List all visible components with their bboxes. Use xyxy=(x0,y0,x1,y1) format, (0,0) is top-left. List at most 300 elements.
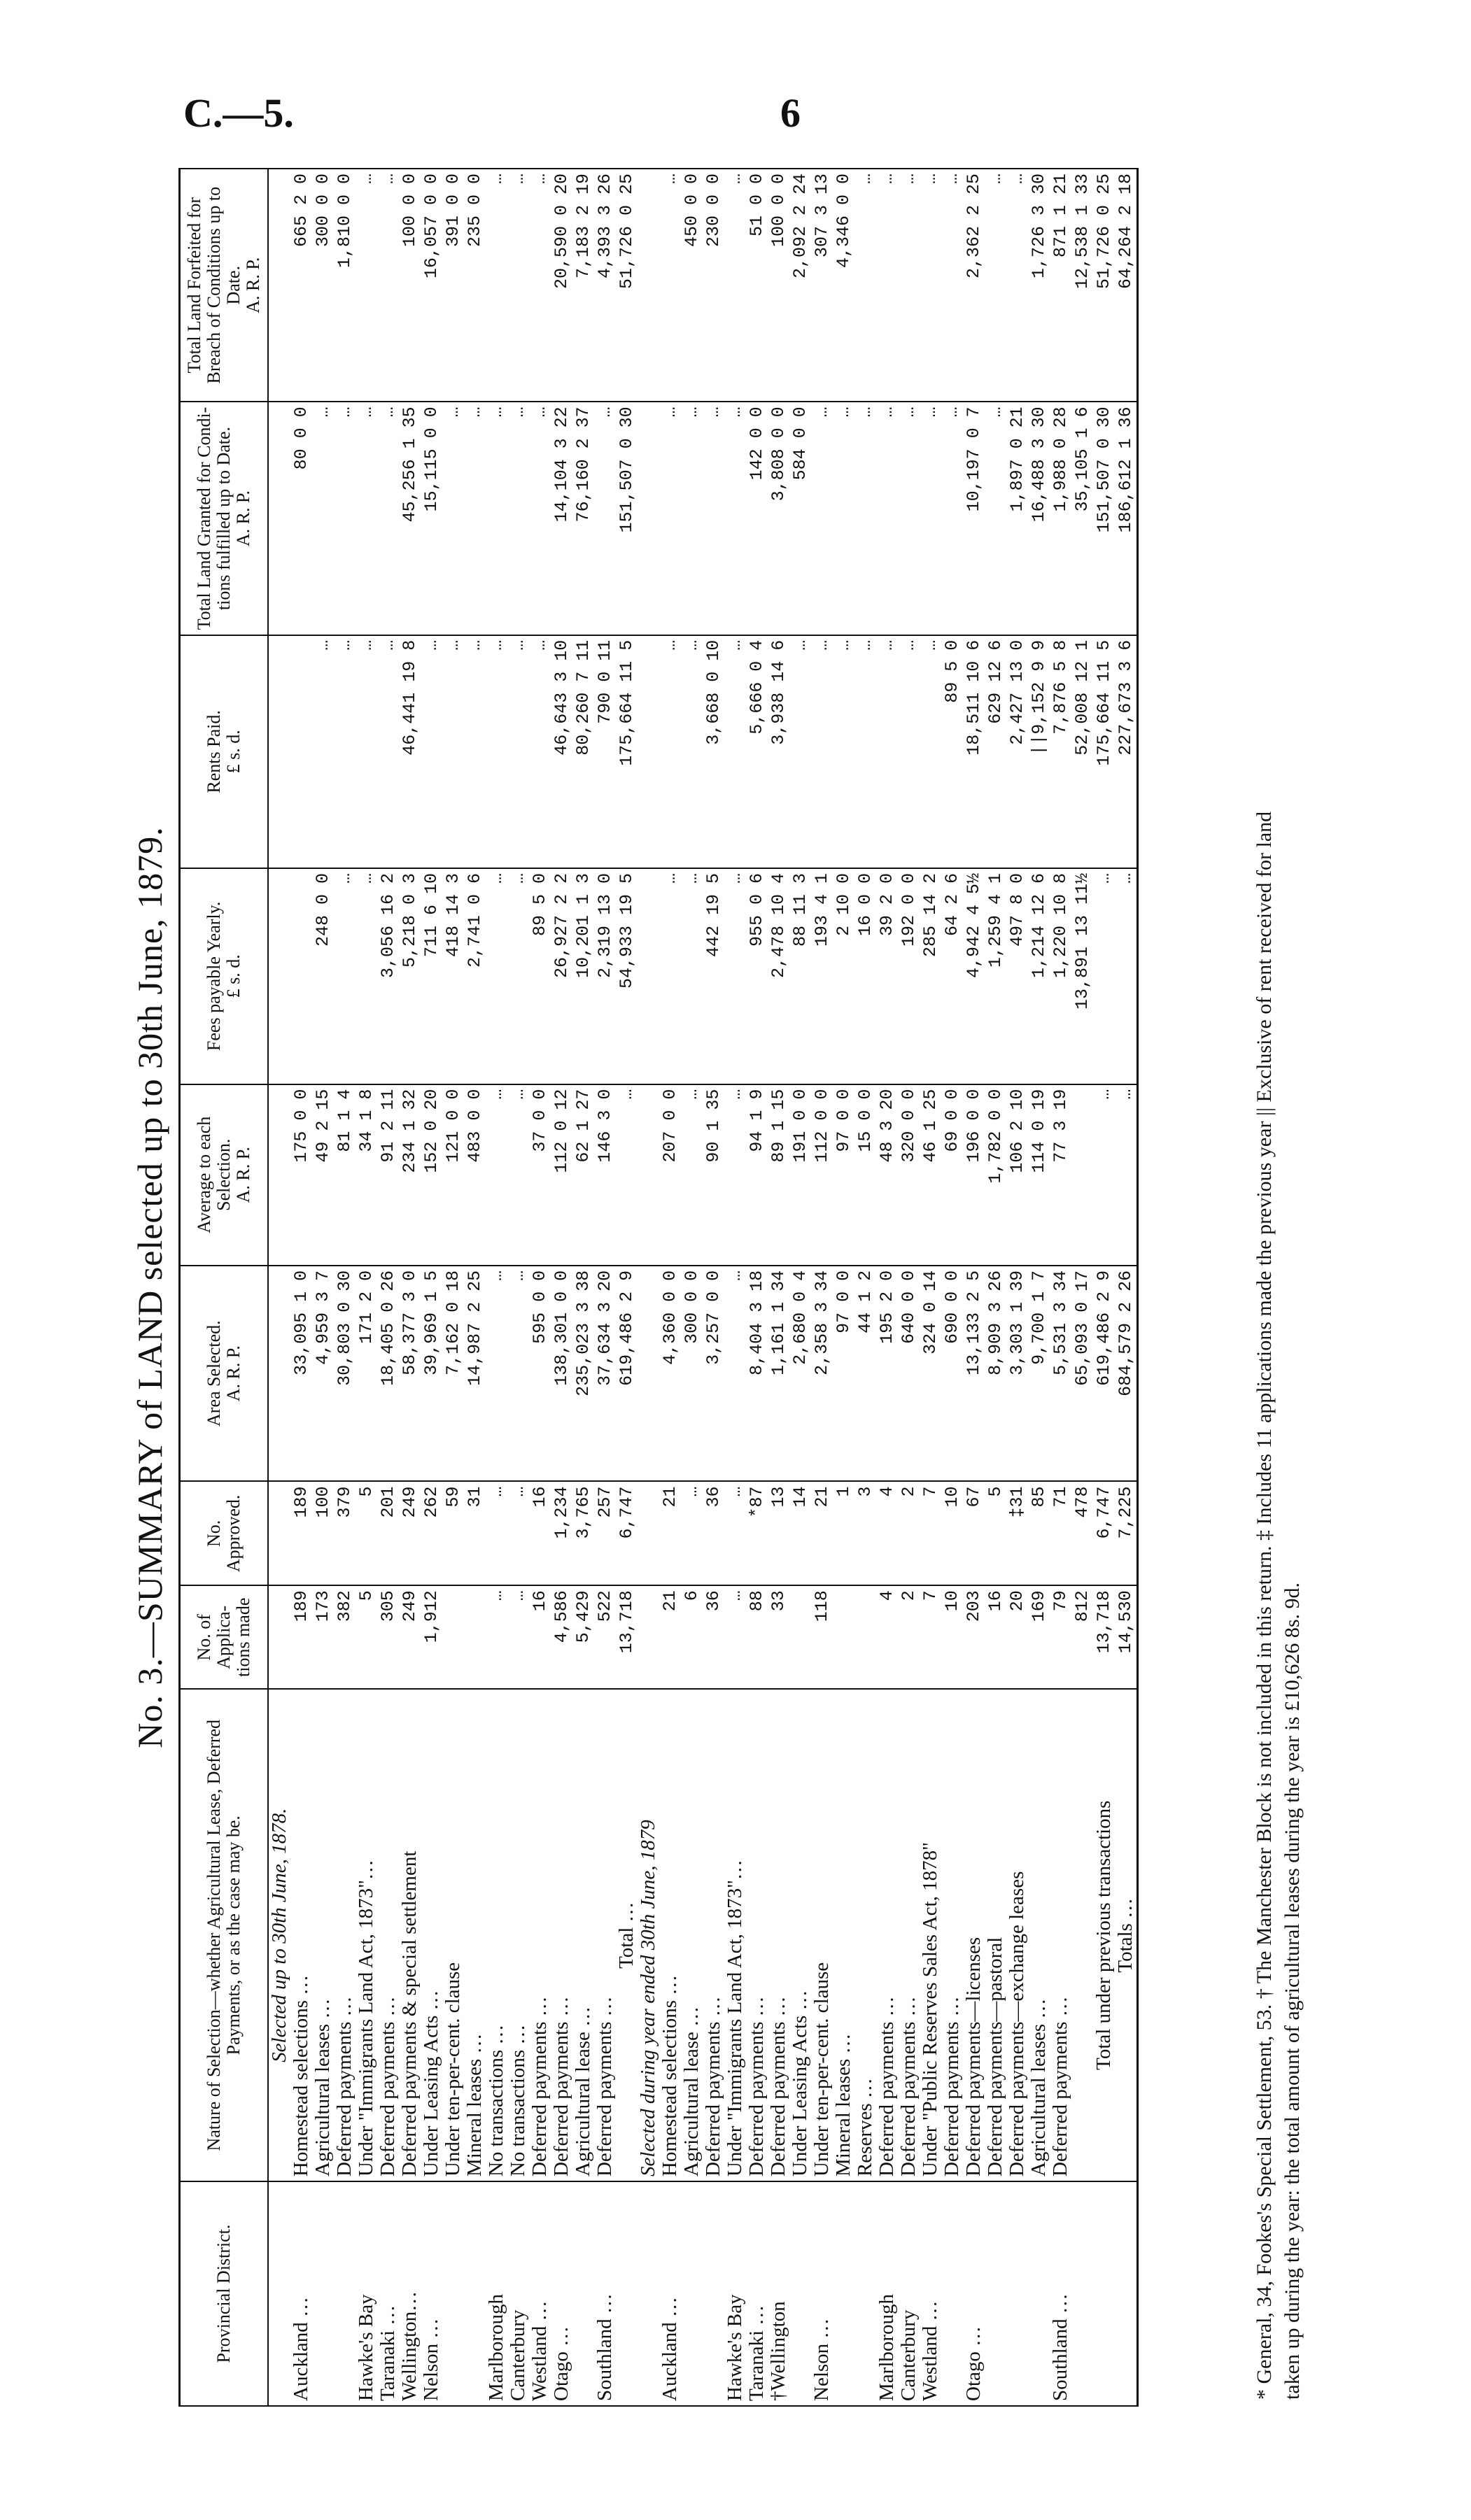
cell: 52,008 12 1 xyxy=(1071,635,1093,868)
cell-nature: Under Leasing Acts … xyxy=(789,1689,811,2181)
section2-row xyxy=(898,169,920,2406)
cell xyxy=(1093,2181,1115,2406)
cell-district: †Wellington xyxy=(768,2181,789,2406)
section2-row xyxy=(941,169,963,2406)
cell-district: Taranaki … xyxy=(746,2181,768,2406)
cell-rents: … xyxy=(464,635,486,868)
cell-granted: 1,988 0 28 xyxy=(1050,402,1071,635)
section1-row xyxy=(551,169,572,2406)
cell-district xyxy=(464,2181,486,2406)
cell-approved: 7 xyxy=(920,1481,941,1585)
cell: 6,747 xyxy=(1093,1481,1115,1585)
cell-area: 44 1 2 xyxy=(854,1266,876,1482)
cell-forfeited: 1,726 3 30 xyxy=(1028,169,1050,402)
cell-rents: 46,441 19 8 xyxy=(399,635,421,868)
cell-nature: Deferred payments—pastoral xyxy=(985,1689,1006,2181)
cell-avg: 196 0 0 xyxy=(963,1084,985,1266)
cell-area: 235,023 3 38 xyxy=(572,1266,594,1482)
section2-row xyxy=(854,169,876,2406)
cell-rents: 46,643 3 10 xyxy=(551,635,572,868)
cell-nature: Agricultural leases … xyxy=(1028,1689,1050,2181)
cell-granted: … xyxy=(724,402,746,635)
cell-forfeited: … xyxy=(985,169,1006,402)
cell-forfeited: … xyxy=(659,169,681,402)
cell-rents: 80,260 7 11 xyxy=(572,635,594,868)
section1-row xyxy=(377,169,399,2406)
cell-granted: 16,488 3 30 xyxy=(1028,402,1050,635)
section2-row xyxy=(963,169,985,2406)
cell-rents: 89 5 0 xyxy=(941,635,963,868)
cell-area: 97 0 0 xyxy=(833,1266,854,1482)
section1-heading: Selected up to 30th June, 1878. xyxy=(268,1689,290,2181)
cell-forfeited: 20,590 0 20 xyxy=(551,169,572,402)
cell-fees: 4,942 4 5½ xyxy=(963,868,985,1084)
section1-total-row xyxy=(616,169,638,2406)
cell-fees xyxy=(290,868,312,1084)
cell-rents: … xyxy=(854,635,876,868)
cell-forfeited: 100 0 0 xyxy=(399,169,421,402)
cell-rents: … xyxy=(898,635,920,868)
cell-apps: 118 xyxy=(811,1585,833,1689)
cell-granted: … xyxy=(356,402,377,635)
cell-avg: 89 1 15 xyxy=(768,1084,789,1266)
cell-apps: 36 xyxy=(703,1585,724,1689)
cell-rents: 790 0 11 xyxy=(594,635,616,868)
section2-row xyxy=(1050,169,1071,2406)
cell-area: … xyxy=(724,1266,746,1482)
cell-forfeited: 665 2 0 xyxy=(290,169,312,402)
cell-area: 138,301 0 0 xyxy=(551,1266,572,1482)
cell-approved: 1,234 xyxy=(551,1481,572,1585)
cell-granted: 142 0 0 xyxy=(746,402,768,635)
cell-apps: 6 xyxy=(681,1585,703,1689)
cell: 12,538 1 33 xyxy=(1071,169,1093,402)
cell-rents: … xyxy=(920,635,941,868)
cell-district: Westland … xyxy=(529,2181,551,2406)
cell-area: 195 2 0 xyxy=(876,1266,898,1482)
cell-avg: 62 1 27 xyxy=(572,1084,594,1266)
cell-granted: … xyxy=(659,402,681,635)
section1-row xyxy=(464,169,486,2406)
cell-nature: Deferred payments … xyxy=(334,1689,356,2181)
cell-nature: Deferred payments—exchange leases xyxy=(1006,1689,1028,2181)
cell-fees: 2,478 10 4 xyxy=(768,868,789,1084)
section2-heading-row xyxy=(638,169,659,2406)
cell-fees: … xyxy=(356,868,377,1084)
cell-granted: … xyxy=(529,402,551,635)
cell-avg: 146 3 0 xyxy=(594,1084,616,1266)
cell-approved: 257 xyxy=(594,1481,616,1585)
cell-avg: 152 0 20 xyxy=(421,1084,442,1266)
cell-nature: No transactions … xyxy=(486,1689,507,2181)
cell-granted: … xyxy=(811,402,833,635)
cell-fees: 497 8 0 xyxy=(1006,868,1028,1084)
cell-rents: … xyxy=(356,635,377,868)
cell: 51,726 0 25 xyxy=(616,169,638,402)
cell-avg: 1,782 0 0 xyxy=(985,1084,1006,1266)
cell-apps: 88 xyxy=(746,1585,768,1689)
cell-district: Marlborough xyxy=(876,2181,898,2406)
cell-granted: 3,808 0 0 xyxy=(768,402,789,635)
cell-apps: 2 xyxy=(898,1585,920,1689)
cell-fees: … xyxy=(334,868,356,1084)
section2-row xyxy=(1006,169,1028,2406)
cell: 684,579 2 26 xyxy=(1115,1266,1138,1482)
cell-approved: 59 xyxy=(442,1481,464,1585)
cell-apps: 21 xyxy=(659,1585,681,1689)
cell-area: 4,959 3 7 xyxy=(312,1266,334,1482)
cell-area: 58,377 3 0 xyxy=(399,1266,421,1482)
cell-nature: Agricultural lease … xyxy=(681,1689,703,2181)
cell-granted: … xyxy=(507,402,529,635)
cell: 35,105 1 6 xyxy=(1071,402,1093,635)
cell-avg: 46 1 25 xyxy=(920,1084,941,1266)
cell-area: 5,531 3 34 xyxy=(1050,1266,1071,1482)
section1-row xyxy=(312,169,334,2406)
cell-area: 37,634 3 20 xyxy=(594,1266,616,1482)
cell-rents: … xyxy=(421,635,442,868)
section1-row xyxy=(290,169,312,2406)
cell-fees: 5,218 0 3 xyxy=(399,868,421,1084)
cell-approved: 67 xyxy=(963,1481,985,1585)
cell-approved: 1 xyxy=(833,1481,854,1585)
cell: … xyxy=(616,1084,638,1266)
cell: Total … xyxy=(616,1689,638,2181)
cell-granted: 10,197 0 7 xyxy=(963,402,985,635)
section2-row xyxy=(768,169,789,2406)
cell-nature: Reserves … xyxy=(854,1689,876,2181)
cell-district: Wellington… xyxy=(399,2181,421,2406)
cell-forfeited: … xyxy=(898,169,920,402)
cell-apps xyxy=(442,1585,464,1689)
cell xyxy=(638,1266,659,1482)
cell-district: Marlborough xyxy=(486,2181,507,2406)
col-area: Area Selected. A. R. P. xyxy=(180,1266,269,1482)
cell-granted: … xyxy=(941,402,963,635)
cell-fees: 39 2 0 xyxy=(876,868,898,1084)
cell-district xyxy=(1006,2181,1028,2406)
cell-nature: Under "Immigrants Land Act, 1873"… xyxy=(356,1689,377,2181)
cell-apps: … xyxy=(507,1585,529,1689)
cell-granted: … xyxy=(898,402,920,635)
section2-row xyxy=(833,169,854,2406)
cell: 13,891 13 11½ xyxy=(1071,868,1093,1084)
cell-district xyxy=(941,2181,963,2406)
cell-apps: 16 xyxy=(985,1585,1006,1689)
cell-granted: … xyxy=(681,402,703,635)
cell-apps: 522 xyxy=(594,1585,616,1689)
cell-fees: 192 0 0 xyxy=(898,868,920,1084)
cell-nature: No transactions … xyxy=(507,1689,529,2181)
cell: 619,486 2 9 xyxy=(1093,1266,1115,1482)
cell-forfeited: … xyxy=(920,169,941,402)
cell-rents: … xyxy=(486,635,507,868)
cell-nature: Deferred payments … xyxy=(594,1689,616,2181)
cell xyxy=(1115,2181,1138,2406)
cell-area: 595 0 0 xyxy=(529,1266,551,1482)
cell-forfeited: 307 3 13 xyxy=(811,169,833,402)
cell-rents: … xyxy=(507,635,529,868)
section2-row xyxy=(811,169,833,2406)
cell: 65,093 0 17 xyxy=(1071,1266,1093,1482)
cell-area: 14,987 2 25 xyxy=(464,1266,486,1482)
cell-apps: 169 xyxy=(1028,1585,1050,1689)
cell-district: Otago … xyxy=(551,2181,572,2406)
cell-apps: 7 xyxy=(920,1585,941,1689)
cell: … xyxy=(1115,1084,1138,1266)
section2-row xyxy=(985,169,1006,2406)
cell-approved: 249 xyxy=(399,1481,421,1585)
cell-nature: Deferred payments … xyxy=(898,1689,920,2181)
cell-apps: 5,429 xyxy=(572,1585,594,1689)
cell-forfeited: 4,393 3 26 xyxy=(594,169,616,402)
cell: 175,664 11 5 xyxy=(616,635,638,868)
cell-nature: Deferred payments … xyxy=(876,1689,898,2181)
cell-approved: 14 xyxy=(789,1481,811,1585)
cell: Selected during year ended 30th June, 1879 xyxy=(638,1689,659,2181)
cell-approved: 189 xyxy=(290,1481,312,1585)
cell-rents: … xyxy=(312,635,334,868)
cell-approved: … xyxy=(507,1481,529,1585)
cell-forfeited: … xyxy=(1006,169,1028,402)
cell-fees: 418 14 3 xyxy=(442,868,464,1084)
cell-fees: 711 6 10 xyxy=(421,868,442,1084)
cell-area: 3,257 0 0 xyxy=(703,1266,724,1482)
cell-forfeited: … xyxy=(529,169,551,402)
section2-row xyxy=(659,169,681,2406)
cell-nature: Under Leasing Acts … xyxy=(421,1689,442,2181)
cell-district: Nelson … xyxy=(421,2181,442,2406)
cell-area: 30,803 0 30 xyxy=(334,1266,356,1482)
cell-forfeited: … xyxy=(941,169,963,402)
cell-district xyxy=(985,2181,1006,2406)
cell-area: … xyxy=(507,1266,529,1482)
cell xyxy=(1071,1689,1093,2181)
cell-rents: … xyxy=(681,635,703,868)
cell-forfeited: 100 0 0 xyxy=(768,169,789,402)
section1-row xyxy=(356,169,377,2406)
cell-avg: 121 0 0 xyxy=(442,1084,464,1266)
totals-row xyxy=(1115,169,1138,2406)
cell-fees: … xyxy=(724,868,746,1084)
cell-granted: … xyxy=(486,402,507,635)
cell-avg: 94 1 9 xyxy=(746,1084,768,1266)
cell-avg: 207 0 0 xyxy=(659,1084,681,1266)
cell-nature: Under ten-per-cent. clause xyxy=(442,1689,464,2181)
cell-apps xyxy=(789,1585,811,1689)
cell-apps: 4,586 xyxy=(551,1585,572,1689)
cell xyxy=(616,2181,638,2406)
cell-fees: … xyxy=(486,868,507,1084)
cell-rents: ||9,152 9 9 xyxy=(1028,635,1050,868)
cell-fees: 285 14 2 xyxy=(920,868,941,1084)
cell-avg: 234 1 32 xyxy=(399,1084,421,1266)
col-granted: Total Land Granted for Condi-tions fulfilled up to Date. A. R. P. xyxy=(180,402,269,635)
cell-rents xyxy=(290,635,312,868)
cell-nature: Deferred payments … xyxy=(551,1689,572,2181)
cell-nature: Homestead selections … xyxy=(659,1689,681,2181)
cell-rents: 3,668 0 10 xyxy=(703,635,724,868)
cell-area: 13,133 2 5 xyxy=(963,1266,985,1482)
cell-district: Westland … xyxy=(920,2181,941,2406)
cell-apps xyxy=(833,1585,854,1689)
cell-district xyxy=(703,2181,724,2406)
cell-nature: Deferred payments … xyxy=(941,1689,963,2181)
section2-row xyxy=(724,169,746,2406)
cell-forfeited: … xyxy=(507,169,529,402)
cell-forfeited: 4,346 0 0 xyxy=(833,169,854,402)
cell-avg: 320 0 0 xyxy=(898,1084,920,1266)
cell xyxy=(1071,2181,1093,2406)
cell-fees: 26,927 2 2 xyxy=(551,868,572,1084)
cell-apps: 79 xyxy=(1050,1585,1071,1689)
cell-district: Hawke's Bay xyxy=(724,2181,746,2406)
section1-row xyxy=(442,169,464,2406)
cell-avg: 114 0 19 xyxy=(1028,1084,1050,1266)
section2-row xyxy=(876,169,898,2406)
cell: … xyxy=(1093,868,1115,1084)
col-applications: No. of Applica-tions made xyxy=(180,1585,269,1689)
cell-forfeited: … xyxy=(854,169,876,402)
cell-approved: 21 xyxy=(659,1481,681,1585)
cell-approved: 13 xyxy=(768,1481,789,1585)
cell-granted: … xyxy=(985,402,1006,635)
cell-apps: 20 xyxy=(1006,1585,1028,1689)
cell-apps: … xyxy=(724,1585,746,1689)
table-body xyxy=(268,169,1138,2406)
cell-forfeited: … xyxy=(486,169,507,402)
cell-forfeited: 2,362 2 25 xyxy=(963,169,985,402)
cell-approved: ‡31 xyxy=(1006,1481,1028,1585)
footnote-2: taken up during the year: the total amount of agricultural leases during the year is £10,626 8s. 9d. xyxy=(1281,1582,1304,2400)
cell-forfeited: 450 0 0 xyxy=(681,169,703,402)
cell-avg: … xyxy=(681,1084,703,1266)
cell-avg: 106 2 10 xyxy=(1006,1084,1028,1266)
cell: 14,530 xyxy=(1115,1585,1138,1689)
cell-avg: 112 0 0 xyxy=(811,1084,833,1266)
cell-fees: 64 2 6 xyxy=(941,868,963,1084)
cell-approved: 31 xyxy=(464,1481,486,1585)
col-average: Average to each Selection. A. R. P. xyxy=(180,1084,269,1266)
previous-row-1 xyxy=(1071,169,1093,2406)
cell-fees: 16 0 0 xyxy=(854,868,876,1084)
cell-district: Canterbury xyxy=(898,2181,920,2406)
cell-avg: … xyxy=(486,1084,507,1266)
cell-district xyxy=(312,2181,334,2406)
cell xyxy=(638,635,659,868)
col-fees: Fees payable Yearly. £ s. d. xyxy=(180,868,269,1084)
cell-granted: … xyxy=(442,402,464,635)
cell-district: Nelson … xyxy=(811,2181,833,2406)
cell-area: 3,303 1 39 xyxy=(1006,1266,1028,1482)
table-title: No. 3.—SUMMARY of LAND selected up to 30th June, 1879. xyxy=(130,826,169,1748)
previous-row-2 xyxy=(1093,169,1115,2406)
cell-district xyxy=(681,2181,703,2406)
cell-area: 39,969 1 5 xyxy=(421,1266,442,1482)
page-code: C.—5. xyxy=(183,90,294,136)
cell-approved: 4 xyxy=(876,1481,898,1585)
cell-rents: 5,666 0 4 xyxy=(746,635,768,868)
cell-apps: 10 xyxy=(941,1585,963,1689)
cell-avg: 37 0 0 xyxy=(529,1084,551,1266)
cell-avg: … xyxy=(507,1084,529,1266)
cell-approved: 2 xyxy=(898,1481,920,1585)
cell-nature: Deferred payments … xyxy=(1050,1689,1071,2181)
cell-granted: 1,897 0 21 xyxy=(1006,402,1028,635)
cell-fees: 88 11 3 xyxy=(789,868,811,1084)
cell-granted: 14,104 3 22 xyxy=(551,402,572,635)
cell-nature: Deferred payments … xyxy=(703,1689,724,2181)
cell-apps: 305 xyxy=(377,1585,399,1689)
cell-forfeited: … xyxy=(356,169,377,402)
cell xyxy=(1071,1084,1093,1266)
cell-avg: 91 2 11 xyxy=(377,1084,399,1266)
cell-area: 7,162 0 18 xyxy=(442,1266,464,1482)
cell-nature: Deferred payments—licenses xyxy=(963,1689,985,2181)
cell xyxy=(638,169,659,402)
cell-forfeited: … xyxy=(876,169,898,402)
cell-fees: 10,201 1 3 xyxy=(572,868,594,1084)
cell-granted: … xyxy=(312,402,334,635)
cell-fees: 3,056 16 2 xyxy=(377,868,399,1084)
cell-forfeited: 1,810 0 0 xyxy=(334,169,356,402)
cell-forfeited: 235 0 0 xyxy=(464,169,486,402)
section1-row xyxy=(594,169,616,2406)
cell-apps xyxy=(854,1585,876,1689)
cell-avg: 15 0 0 xyxy=(854,1084,876,1266)
cell: … xyxy=(1115,868,1138,1084)
cell-area: 8,404 3 18 xyxy=(746,1266,768,1482)
cell-apps: 5 xyxy=(356,1585,377,1689)
cell-avg: 34 1 8 xyxy=(356,1084,377,1266)
cell-nature: Deferred payments … xyxy=(746,1689,768,2181)
cell-apps: … xyxy=(486,1585,507,1689)
cell-nature: Deferred payments & special settlement xyxy=(399,1689,421,2181)
cell-rents: … xyxy=(811,635,833,868)
cell-district xyxy=(1028,2181,1050,2406)
cell-avg: 81 1 4 xyxy=(334,1084,356,1266)
cell-district: Southland … xyxy=(594,2181,616,2406)
cell-fees: 89 5 0 xyxy=(529,868,551,1084)
cell: 6,747 xyxy=(616,1481,638,1585)
cell-district: Taranaki … xyxy=(377,2181,399,2406)
section2-row xyxy=(789,169,811,2406)
cell-nature: Deferred payments … xyxy=(768,1689,789,2181)
cell-approved: … xyxy=(724,1481,746,1585)
cell-area: 2,680 0 4 xyxy=(789,1266,811,1482)
cell-forfeited: 51 0 0 xyxy=(746,169,768,402)
cell-fees: 2,319 13 0 xyxy=(594,868,616,1084)
footnote-1: * General, 34, Fookes's Special Settlement, 53. † The Manchester Block is not included in this return. ‡ Includes 11 applications made the previous year || Exclusive of rent received for land xyxy=(1253,811,1276,2400)
cell-rents: 18,511 10 6 xyxy=(963,635,985,868)
cell-fees: 1,259 4 1 xyxy=(985,868,1006,1084)
cell-forfeited: … xyxy=(377,169,399,402)
cell-rents: … xyxy=(334,635,356,868)
cell-apps: 382 xyxy=(334,1585,356,1689)
section1-row xyxy=(572,169,594,2406)
cell-fees: … xyxy=(507,868,529,1084)
cell-granted: … xyxy=(833,402,854,635)
section2-row xyxy=(703,169,724,2406)
cell-district: Auckland … xyxy=(659,2181,681,2406)
cell: 812 xyxy=(1071,1585,1093,1689)
cell-approved: *87 xyxy=(746,1481,768,1585)
cell-apps: 16 xyxy=(529,1585,551,1689)
rotated-table-page xyxy=(129,161,1333,2414)
cell-fees: 1,214 12 6 xyxy=(1028,868,1050,1084)
cell-granted: … xyxy=(594,402,616,635)
cell: 7,225 xyxy=(1115,1481,1138,1585)
